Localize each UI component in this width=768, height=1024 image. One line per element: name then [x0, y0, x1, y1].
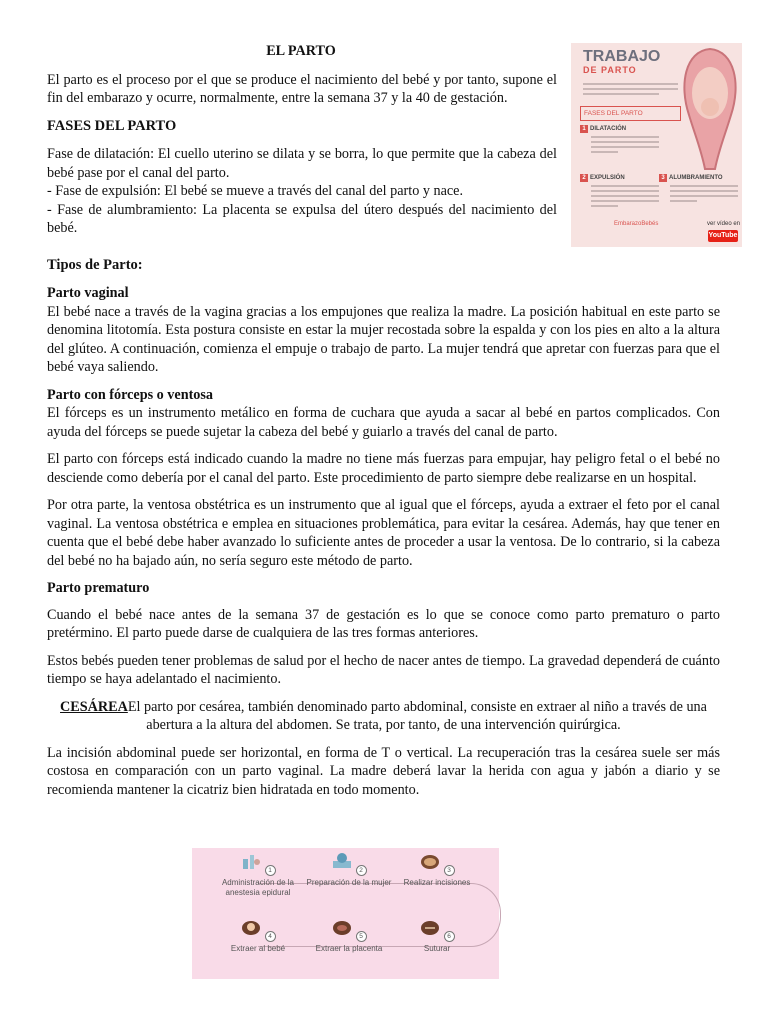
forceps-p1: El fórceps es un instrumento metálico en forma de cuchara que ayuda a sacar al bebé en partos complicados. Con ayuda del fórceps se puede sujetar la cabeza del bebé y guiarlo a través del canal de parto. — [47, 405, 720, 440]
infographic-dilatacion: 1 DILATACIÓN — [580, 125, 626, 133]
cesarea-line: El parto por cesárea, también denominado parto abdominal, consiste en extraer al niño a través de una abertura a la altura del abdomen. Se trata, por tanto, de una intervención quirúrgica. — [127, 698, 707, 733]
uterus-illustration-icon — [679, 45, 741, 173]
vaginal-heading: Parto vaginal — [47, 285, 129, 301]
step-1: 1 Administración de la anestesia epidural — [212, 852, 304, 897]
infographic-brand: EmbarazoBebés — [614, 221, 659, 227]
placenta-icon — [331, 918, 353, 936]
infographic-title: TRABAJO — [583, 48, 661, 65]
forceps-p2: El parto con fórceps está indicado cuando la madre no tiene más fuerzas para empujar, hay peligro fetal o el bebé no desciende como debería por el canal del parto. Este procedimiento de parto siempre debe realizarse en un hospital. — [47, 451, 720, 486]
preparation-icon — [331, 852, 353, 870]
step-5: 5 Extraer la placenta — [303, 918, 395, 954]
trabajo-de-parto-infographic — [571, 43, 742, 247]
intro-paragraph: El parto es el proceso por el que se produce el nacimiento del bebé y por tanto, supone el fin del embarazo y ocurre, normalmente, entre la semana 37 y la 40 de gestación. — [47, 71, 557, 106]
forceps-heading: Parto con fórceps o ventosa — [47, 386, 214, 403]
step-4: 4 Extraer al bebé — [212, 918, 304, 954]
page-title: EL PARTO — [266, 43, 336, 59]
step-6: 6 Suturar — [391, 918, 483, 954]
infographic-expulsion: 2 EXPULSIÓN — [580, 174, 625, 182]
prematuro-p2: Estos bebés pueden tener problemas de salud por el hecho de nacer antes de tiempo. La gravedad dependerá de cuánto tiempo se haya adelantado el nacimiento. — [47, 652, 720, 687]
fase-expulsion: - Fase de expulsión: El bebé se mueve a través del canal del parto y nace. — [47, 183, 464, 199]
video-label: ver vídeo en — [707, 221, 741, 227]
incision-icon — [419, 852, 441, 870]
suture-icon — [419, 918, 441, 936]
baby-extraction-icon — [240, 918, 262, 936]
youtube-logo-icon[interactable]: YouTube — [708, 230, 738, 242]
cesarea-steps-diagram — [192, 848, 499, 979]
infographic-fases-label: FASES DEL PARTO — [580, 106, 681, 121]
tipos-heading: Tipos de Parto: — [47, 256, 143, 273]
prematuro-p1: Cuando el bebé nace antes de la semana 37 de gestación es lo que se conoce como parto prematuro o parto pretérmino. El parto puede darse de cualquiera de las tres formas anteriores. — [47, 606, 720, 641]
infographic-subtitle: DE PARTO — [583, 65, 637, 75]
fases-list — [47, 145, 557, 238]
cesarea-p2: La incisión abdominal puede ser horizontal, en forma de T o vertical. La recuperación tras la cesárea suele ser más costosa en comparación con un parto vaginal. La madre deberá lavar la herida con agua y jabón a diario y se recomienda mantener la cicatriz bien hidratada en todo momento. — [47, 744, 720, 798]
step-3: 3 Realizar incisiones — [391, 852, 483, 888]
fases-heading: FASES DEL PARTO — [47, 117, 177, 134]
epidural-icon — [240, 852, 262, 870]
infographic-intro-lines — [583, 83, 678, 98]
infographic-alumbramiento: 3 ALUMBRAMIENTO — [659, 174, 723, 182]
fase-alumbramiento: - Fase de alumbramiento: La placenta se expulsa del útero después del nacimiento del bebé. — [47, 201, 557, 236]
cesarea-label: CESÁREA — [60, 698, 128, 715]
fase-dilatacion: Fase de dilatación: El cuello uterino se dilata y se borra, lo que permite que la cabeza del bebé pase por el canal del parto. — [47, 146, 557, 181]
step-2: 2 Preparación de la mujer — [303, 852, 395, 888]
cesarea-intro — [47, 698, 720, 735]
prematuro-heading: Parto prematuro — [47, 580, 150, 596]
forceps-p3: Por otra parte, la ventosa obstétrica es un instrumento que al igual que el fórceps, ayuda a extraer el feto por el canal vaginal. La ventosa obstétrica e emplea en situaciones problemática, para evitar la cesárea. Además, hay que tener en cuenta que el bebé debe haber avanzado lo suficiente antes de proceder a usar la ventosa. De lo contrario, si la cabeza del bebé no ha bajado aún, no sería seguro este método de parto. — [47, 497, 720, 569]
vaginal-text: El bebé nace a través de la vagina gracias a los empujones que realiza la madre. La posición habitual en este parto se denomina litotomía. Esta postura consiste en estar la mujer recostada sobre la espalda y con los pies en alto a la altura del glúteo. A continuación, comienza el empuje o trabajo de parto. La mujer tendrá que apretar con fuerzas para que el bebé vaya saliendo. — [47, 303, 720, 375]
